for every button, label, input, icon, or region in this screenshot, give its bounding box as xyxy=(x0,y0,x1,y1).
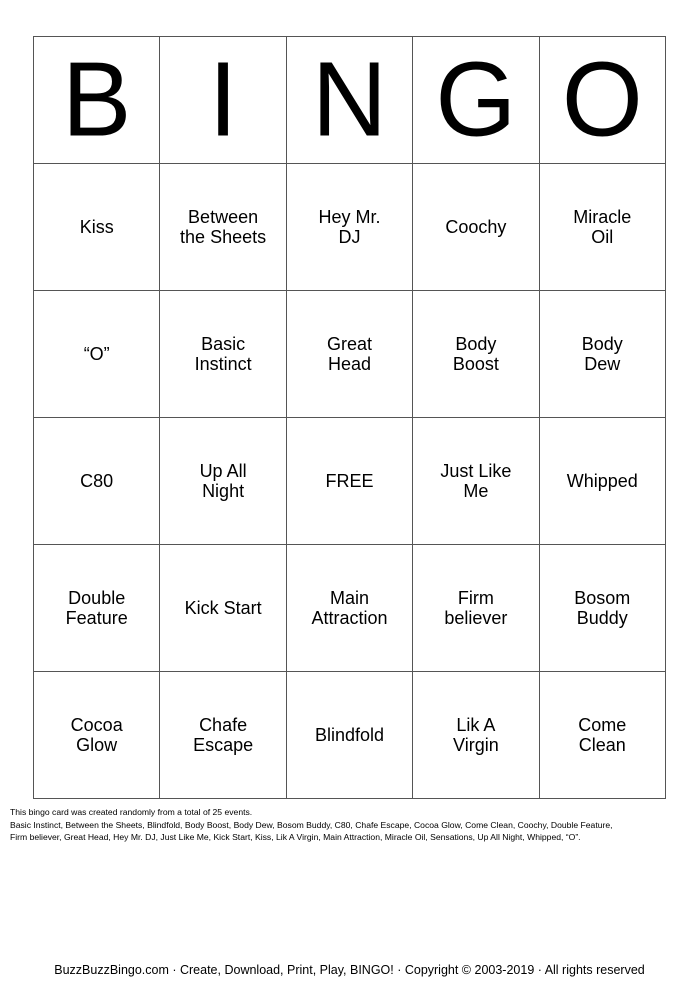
cell-text: Firm believer xyxy=(444,588,508,628)
grid-row-2 xyxy=(34,291,666,418)
cell-text: Great Head xyxy=(326,334,372,374)
bingo-cell xyxy=(539,291,665,418)
header-letter-g xyxy=(413,37,539,164)
bingo-card xyxy=(33,36,666,799)
cell-text: Come Clean xyxy=(578,715,627,755)
cell-text: Body Dew xyxy=(581,334,623,374)
card-info-summary: This bingo card was created randomly from a total of 25 events. xyxy=(10,807,253,817)
header-letter-text: I xyxy=(208,40,238,160)
cell-text: Body Boost xyxy=(452,334,499,374)
cell-text: Kiss xyxy=(79,217,114,237)
cell-text: FREE xyxy=(325,471,374,491)
bingo-cell xyxy=(286,291,412,418)
bingo-cell xyxy=(160,291,286,418)
bingo-cell xyxy=(160,418,286,545)
free-cell xyxy=(286,418,412,545)
bingo-cell xyxy=(160,672,286,799)
cell-text: C80 xyxy=(80,471,114,491)
bingo-cell xyxy=(413,291,539,418)
header-letter-o xyxy=(539,37,665,164)
cell-text: Basic Instinct xyxy=(194,334,252,374)
grid-row-1 xyxy=(34,164,666,291)
cell-text: Between the Sheets xyxy=(180,207,267,247)
cell-text: Hey Mr. DJ xyxy=(318,207,381,247)
cell-text: Cocoa Glow xyxy=(70,715,123,755)
cell-text: Kick Start xyxy=(184,598,262,618)
bingo-cell xyxy=(539,164,665,291)
card-info xyxy=(10,806,690,844)
header-letter-text: G xyxy=(435,40,517,160)
grid-row-4 xyxy=(34,545,666,672)
cell-text: Up All Night xyxy=(199,461,247,501)
bingo-cell xyxy=(539,672,665,799)
grid-row-5 xyxy=(34,672,666,799)
header-letter-text: O xyxy=(561,40,643,160)
header-row xyxy=(34,37,666,164)
bingo-cell xyxy=(413,418,539,545)
card-info-events-line-1: Basic Instinct, Between the Sheets, Blindfold, Body Boost, Body Dew, Bosom Buddy, C80, Chafe Escape, Cocoa Glow, Come Clean, Coochy, Double Feature, xyxy=(10,819,613,830)
bingo-cell xyxy=(34,291,160,418)
page-footer: BuzzBuzzBingo.com · Create, Download, Print, Play, BINGO! · Copyright © 2003-2019 · All rights reserved xyxy=(54,963,645,977)
grid-row-3 xyxy=(34,418,666,545)
bingo-cell xyxy=(160,164,286,291)
bingo-cell xyxy=(286,545,412,672)
cell-text: Bosom Buddy xyxy=(574,588,631,628)
cell-text: Main Attraction xyxy=(311,588,388,628)
bingo-cell xyxy=(34,418,160,545)
header-letter-b xyxy=(34,37,160,164)
header-letter-i xyxy=(160,37,286,164)
bingo-cell xyxy=(413,672,539,799)
bingo-cell xyxy=(539,545,665,672)
cell-text: Lik A Virgin xyxy=(453,715,499,755)
cell-text: Whipped xyxy=(566,471,638,491)
bingo-cell xyxy=(34,164,160,291)
bingo-cell xyxy=(413,545,539,672)
cell-text: Miracle Oil xyxy=(573,207,632,247)
card-info-events-line-2: Firm believer, Great Head, Hey Mr. DJ, Just Like Me, Kick Start, Kiss, Lik A Virgin, Main Attraction, Miracle Oil, Sensations, Up All Night, Whipped, “O”. xyxy=(10,832,581,842)
cell-text: Blindfold xyxy=(314,725,384,745)
cell-text: “O” xyxy=(83,344,110,364)
bingo-cell xyxy=(34,672,160,799)
cell-text: Coochy xyxy=(445,217,507,237)
bingo-cell xyxy=(286,672,412,799)
bingo-cell xyxy=(160,545,286,672)
bingo-cell xyxy=(286,164,412,291)
header-letter-text: B xyxy=(62,40,132,160)
header-letter-text: N xyxy=(311,40,388,160)
cell-text: Double Feature xyxy=(65,588,128,628)
cell-text: Chafe Escape xyxy=(193,715,254,755)
bingo-cell xyxy=(539,418,665,545)
cell-text: Just Like Me xyxy=(440,461,512,501)
header-letter-n xyxy=(286,37,412,164)
bingo-cell xyxy=(413,164,539,291)
bingo-cell xyxy=(34,545,160,672)
